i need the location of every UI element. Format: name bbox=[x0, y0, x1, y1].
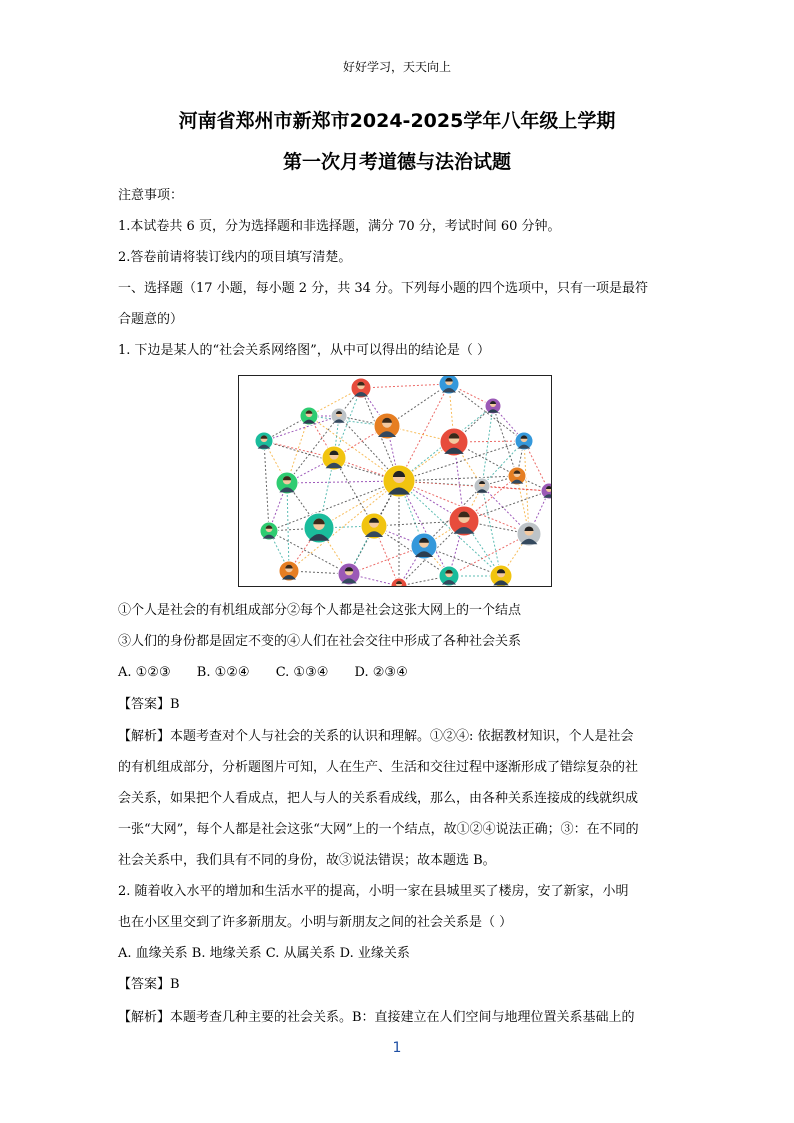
person-avatar-icon bbox=[508, 467, 526, 485]
person-avatar-icon bbox=[490, 565, 512, 586]
option-a: A. ①②③ bbox=[118, 665, 171, 680]
person-avatar-icon bbox=[331, 408, 347, 424]
question-1-statements-1: ①个人是社会的有机组成部分②每个人都是社会这张大网上的一个结点 bbox=[118, 603, 522, 618]
network-link bbox=[287, 483, 289, 571]
person-avatar-icon bbox=[304, 513, 334, 543]
page-number: 1 bbox=[392, 1040, 402, 1056]
person-avatar-icon bbox=[391, 578, 407, 586]
question-1-analysis-5: 社会关系中，我们具有不同的身份，故③说法错误；故本题选 B。 bbox=[118, 853, 496, 868]
person-avatar-icon bbox=[374, 413, 400, 439]
question-2-stem-1: 2. 随着收入水平的增加和生活水平的提高，小明一家在县城里买了楼房，安了新家，小明 bbox=[118, 884, 629, 899]
question-1-analysis-1: 【解析】本题考查对个人与社会的关系的认识和理解。①②④: 依据教材知识，个人是社会 bbox=[118, 729, 634, 744]
question-1-statements-2: ③人们的身份都是固定不变的④人们在社会交往中形成了各种社会关系 bbox=[118, 634, 522, 649]
notes-item-2: 2.答卷前请将装订线内的项目填写清楚。 bbox=[118, 250, 352, 265]
person-avatar-icon bbox=[411, 533, 437, 559]
person-avatar-icon bbox=[515, 432, 533, 450]
person-avatar-icon bbox=[449, 506, 479, 536]
social-network-figure bbox=[238, 375, 552, 587]
network-link bbox=[482, 406, 493, 486]
person-avatar-icon bbox=[541, 483, 551, 499]
notes-item-1: 1.本试卷共 6 页，分为选择题和非选择题，满分 70 分，考试时间 60 分钟。 bbox=[118, 219, 561, 234]
page-header-slogan: 好好学习，天天向上 bbox=[342, 60, 451, 74]
network-link bbox=[264, 441, 269, 531]
person-avatar-icon bbox=[255, 432, 273, 450]
section-heading-line1: 一、选择题（17 小题，每小题 2 分，共 34 分。下列每小题的四个选项中，只有一项是最符 bbox=[118, 281, 649, 296]
document-title-line1: 河南省郑州市新郑市2024-2025学年八年级上学期 bbox=[178, 110, 616, 132]
person-avatar-icon bbox=[351, 378, 371, 398]
social-network-icon bbox=[239, 376, 551, 586]
person-avatar-icon bbox=[517, 522, 541, 546]
person-avatar-icon bbox=[338, 563, 360, 585]
network-link bbox=[361, 384, 449, 388]
notes-heading: 注意事项： bbox=[118, 188, 184, 203]
person-avatar-icon bbox=[474, 478, 490, 494]
person-avatar-icon bbox=[439, 376, 459, 394]
option-b: B. ①②④ bbox=[196, 665, 250, 680]
question-1-analysis-2: 的有机组成部分，分析题图片可知，人在生产、生活和交往过程中逐渐形成了错综复杂的社 bbox=[118, 760, 639, 775]
question-1-stem: 1. 下边是某人的“社会关系网络图”，从中可以得出的结论是（ ） bbox=[118, 343, 490, 358]
question-1-analysis-3: 会关系，如果把个人看成点，把人与人的关系看成线，那么，由各种关系连接成的线就织成 bbox=[118, 791, 639, 806]
question-1-analysis-4: 一张“大网”，每个人都是社会这张“大网”上的一个结点，故①②④说法正确；③：在不同的 bbox=[118, 822, 639, 837]
person-avatar-icon bbox=[383, 465, 415, 497]
person-avatar-icon bbox=[361, 513, 387, 539]
person-avatar-icon bbox=[322, 446, 346, 470]
person-avatar-icon bbox=[279, 561, 299, 581]
option-d: D. ②③④ bbox=[354, 665, 408, 680]
person-avatar-icon bbox=[440, 428, 468, 456]
question-1-options bbox=[118, 663, 678, 683]
network-link bbox=[399, 476, 517, 481]
question-1-answer: 【答案】B bbox=[118, 697, 180, 712]
section-heading-line2: 合题意的） bbox=[118, 312, 184, 327]
network-link bbox=[287, 481, 399, 483]
question-2-stem-2: 也在小区里交到了许多新朋友。小明与新朋友之间的社会关系是（ ） bbox=[118, 915, 513, 930]
person-avatar-icon bbox=[439, 566, 459, 586]
option-c: C. ①③④ bbox=[275, 665, 329, 680]
question-2-analysis: 【解析】本题考查几种主要的社会关系。B：直接建立在人们空间与地理位置关系基础上的 bbox=[118, 1010, 635, 1025]
person-avatar-icon bbox=[260, 522, 278, 540]
network-link bbox=[449, 534, 529, 576]
document-title-line2: 第一次月考道德与法治试题 bbox=[282, 151, 511, 173]
question-2-answer: 【答案】B bbox=[118, 977, 180, 992]
network-link bbox=[399, 481, 501, 576]
question-2-options: A. 血缘关系 B. 地缘关系 C. 从属关系 D. 业缘关系 bbox=[118, 946, 410, 961]
person-avatar-icon bbox=[300, 407, 318, 425]
person-avatar-icon bbox=[485, 398, 501, 414]
person-avatar-icon bbox=[276, 472, 298, 494]
